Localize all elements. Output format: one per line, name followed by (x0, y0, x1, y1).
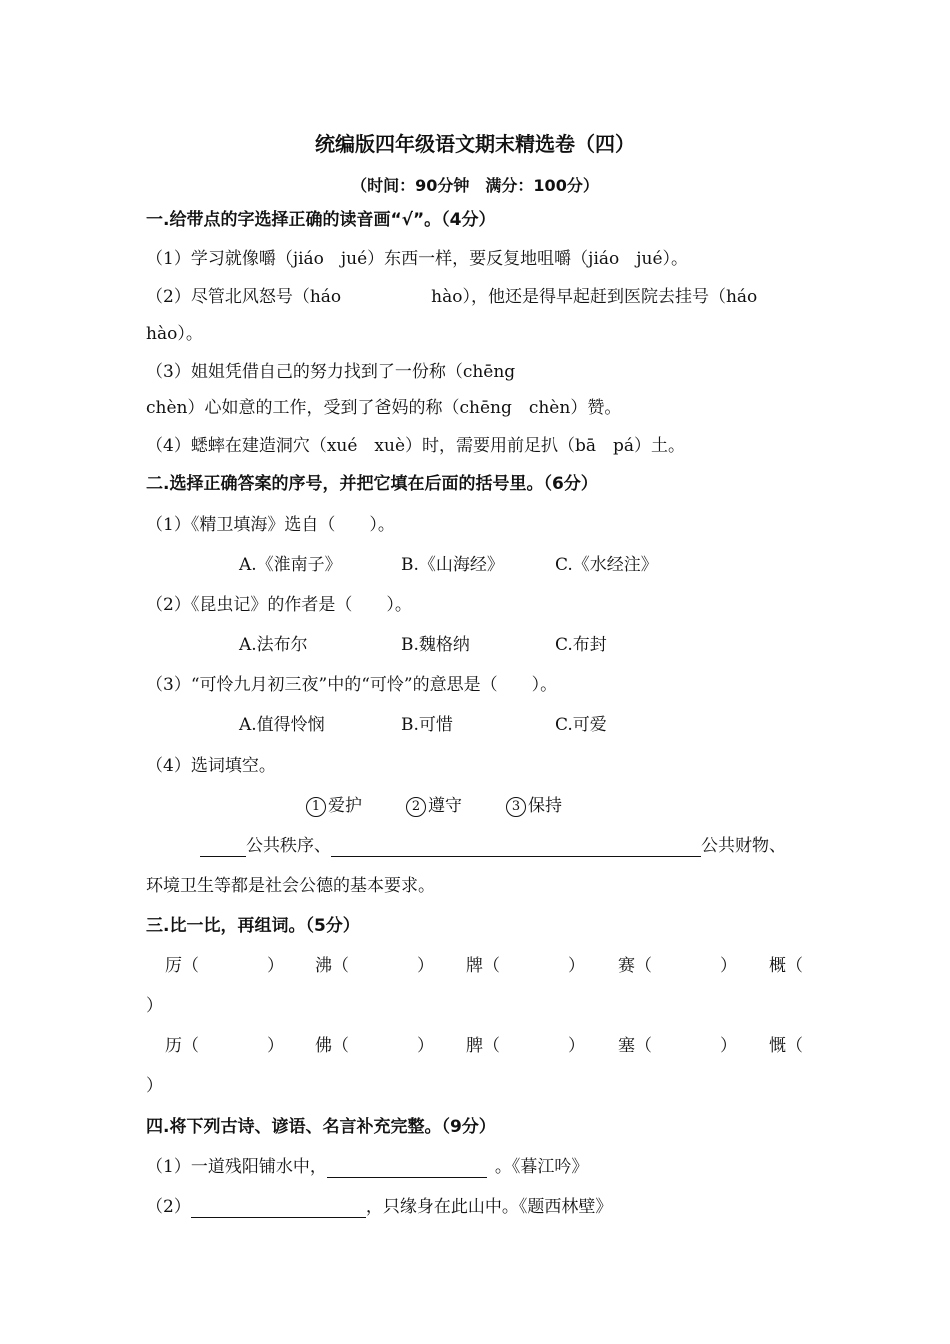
s2-q2-option-a: A.法布尔 (239, 635, 308, 655)
fill-in-sentence (200, 835, 786, 857)
word-choice-1 (306, 795, 362, 817)
compare-item: 脾（ ） (466, 1036, 585, 1056)
s2-q1-option-a: A.《淮南子》 (239, 555, 342, 575)
answer-blank[interactable] (327, 1159, 487, 1178)
s1-question-4: （4）蟋蟀在建造洞穴（xué xuè）时，需要用前足扒（bā pá）土。 (146, 436, 686, 456)
s2-question-3: （3）“可怜九月初三夜”中的“可怜”的意思是（ ）。 (146, 675, 558, 695)
s4-question-2: （2） ，只缘身在此山中。《题西林壁》 (146, 1197, 613, 1217)
compare-close-paren: ） (146, 1076, 163, 1096)
s4-question-1: （1）一道残阳铺水中， 。《暮江吟》 (146, 1157, 589, 1177)
s2-q2-option-b: B.魏格纳 (401, 635, 470, 655)
section-4-heading: 四.将下列古诗、谚语、名言补充完整。（9分） (146, 1117, 496, 1137)
compare-item: 厉（ ） (165, 956, 284, 976)
s1-question-2-cont: hào）。 (146, 324, 203, 344)
s2-q3-option-c: C.可爱 (555, 715, 607, 735)
exam-info: （时间：90分钟 满分：100分） (351, 176, 599, 195)
answer-blank[interactable] (191, 1199, 366, 1218)
compare-item: 赛（ ） (618, 956, 737, 976)
word-text: 爱护 (328, 796, 362, 816)
s1-q2-part-a: （2）尽管北风怒号（háo (146, 287, 342, 307)
word-text: 遵守 (428, 796, 462, 816)
s2-q1-option-c: C.《水经注》 (555, 555, 658, 575)
word-choice-2 (406, 795, 462, 817)
word-choice-3 (506, 795, 562, 817)
compare-item: 沸（ ） (315, 956, 434, 976)
s1-question-2 (146, 286, 757, 308)
compare-item: 佛（ ） (315, 1036, 434, 1056)
s2-question-2: （2）《昆虫记》的作者是（ ）。 (146, 595, 412, 615)
s1-question-3-cont: chèn）心如意的工作，受到了爸妈的称（chēng chèn）赞。 (146, 398, 622, 418)
compare-item: 概（ (769, 956, 803, 976)
section-1-heading: 一.给带点的字选择正确的读音画“√”。（4分） (146, 210, 496, 230)
fill-in-sentence-cont: 环境卫生等都是社会公德的基本要求。 (146, 876, 435, 896)
s2-q1-option-b: B.《山海经》 (401, 555, 504, 575)
section-2-heading: 二.选择正确答案的序号，并把它填在后面的括号里。（6分） (146, 474, 598, 494)
circled-number: 1 (306, 797, 326, 817)
fill-mid-text: 公共秩序、 (246, 836, 331, 856)
compare-item: 塞（ ） (618, 1036, 737, 1056)
s2-question-1: （1）《精卫填海》选自（ ）。 (146, 515, 395, 535)
answer-blank-1[interactable] (200, 838, 246, 857)
s2-question-4: （4）选词填空。 (146, 756, 276, 776)
s1-q2-part-b: hào），他还是得早起赶到医院去挂号（háo (431, 287, 758, 307)
s1-question-1: （1）学习就像嚼（jiáo jué）东西一样，要反复地咀嚼（jiáo jué）。 (146, 249, 689, 269)
compare-close-paren: ） (146, 996, 163, 1016)
circled-number: 3 (506, 797, 526, 817)
circled-number: 2 (406, 797, 426, 817)
page-title: 统编版四年级语文期末精选卷（四） (315, 132, 635, 156)
s2-q2-option-c: C.布封 (555, 635, 607, 655)
s2-q3-option-a: A.值得怜悯 (239, 715, 325, 735)
answer-blank-2[interactable] (331, 838, 701, 857)
compare-item: 牌（ ） (466, 956, 585, 976)
fill-end-text: 公共财物、 (701, 836, 786, 856)
word-text: 保持 (528, 796, 562, 816)
s2-q3-option-b: B.可惜 (401, 715, 453, 735)
section-3-heading: 三.比一比，再组词。（5分） (146, 916, 360, 936)
compare-item: 慨（ (769, 1036, 803, 1056)
compare-item: 历（ ） (165, 1036, 284, 1056)
s1-question-3: （3）姐姐凭借自己的努力找到了一份称（chēng (146, 362, 516, 382)
